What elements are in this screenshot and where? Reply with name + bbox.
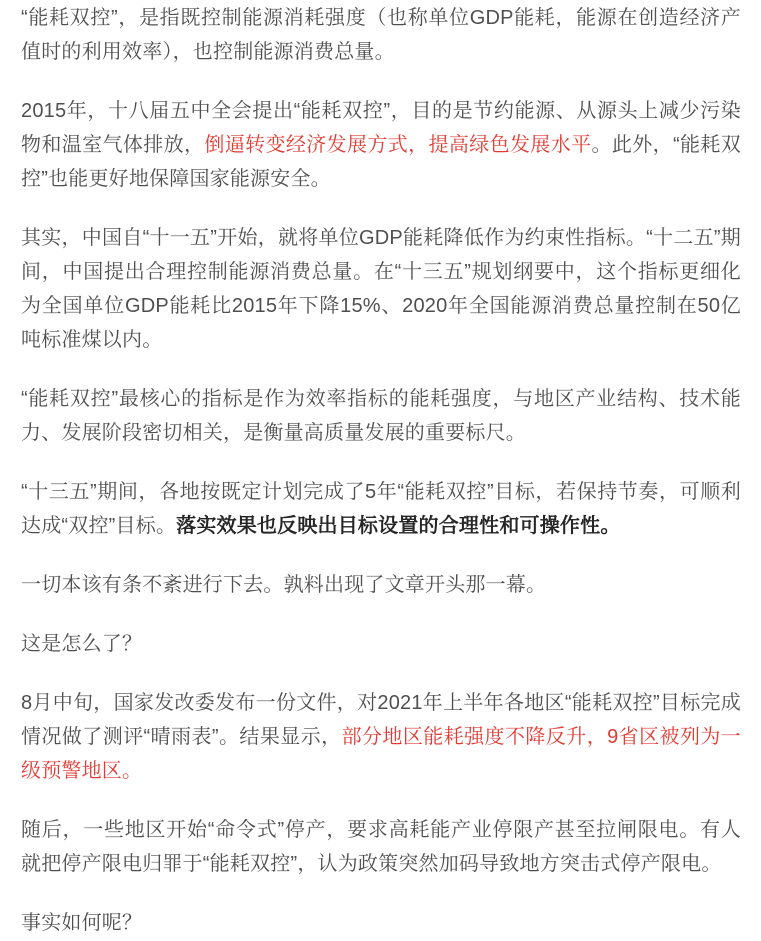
body-text: 事实如何呢？ — [21, 912, 143, 934]
paragraph — [21, 94, 741, 196]
emphasized-bold-text: 落实效果也反映出目标设置的合理性和可操作性。 — [176, 515, 621, 537]
body-text: “十三五”期间，各地按既定计划完成了5年“能耗双控”目标，若保持节奏，可顺利达成“双控”目标。 — [21, 481, 741, 537]
paragraph — [21, 813, 741, 881]
paragraph — [21, 475, 741, 543]
paragraph — [21, 382, 741, 450]
cutoff-next-line-sliver — [34, 930, 214, 936]
paragraph — [21, 686, 741, 788]
paragraph — [21, 627, 741, 661]
body-text: 其实，中国自“十一五”开始，就将单位GDP能耗降低作为约束性指标。“十二五”期间，中国提出合理控制能源消费总量。在“十三五”规划纲要中，这个指标更细化为全国单位GDP能耗比2015年下降15%、2020年全国能源消费总量控制在50亿吨标准煤以内。 — [21, 227, 741, 351]
body-text: 2015年，十八届五中全会提出“能耗双控”，目的是节约能源、从源头上减少污染物和温室气体排放， — [21, 100, 741, 156]
highlighted-red-text: 倒逼转变经济发展方式，提高绿色发展水平 — [204, 134, 592, 156]
highlighted-red-text: 部分地区能耗强度不降反升，9省区被列为一级预警地区。 — [21, 726, 741, 782]
body-text: 。此外，“能耗双控”也能更好地保障国家能源安全。 — [21, 134, 741, 190]
paragraph — [21, 1, 741, 69]
body-text: 随后，一些地区开始“命令式”停产，要求高耗能产业停限产甚至拉闸限电。有人就把停产限电归罪于“能耗双控”，认为政策突然加码导致地方突击式停产限电。 — [21, 819, 741, 875]
paragraph — [21, 221, 741, 357]
body-text: “能耗双控”，是指既控制能源消耗强度（也称单位GDP能耗，能源在创造经济产值时的利用效率），也控制能源消费总量。 — [21, 7, 741, 63]
body-text: 一切本该有条不紊进行下去。孰料出现了文章开头那一幕。 — [21, 574, 547, 596]
body-text: “能耗双控”最核心的指标是作为效率指标的能耗强度，与地区产业结构、技术能力、发展阶段密切相关，是衡量高质量发展的重要标尺。 — [21, 388, 741, 444]
paragraph — [21, 568, 741, 602]
body-text: 8月中旬，国家发改委发布一份文件，对2021年上半年各地区“能耗双控”目标完成情况做了测评“晴雨表”。结果显示， — [21, 692, 741, 748]
body-text: 这是怎么了？ — [21, 633, 143, 655]
